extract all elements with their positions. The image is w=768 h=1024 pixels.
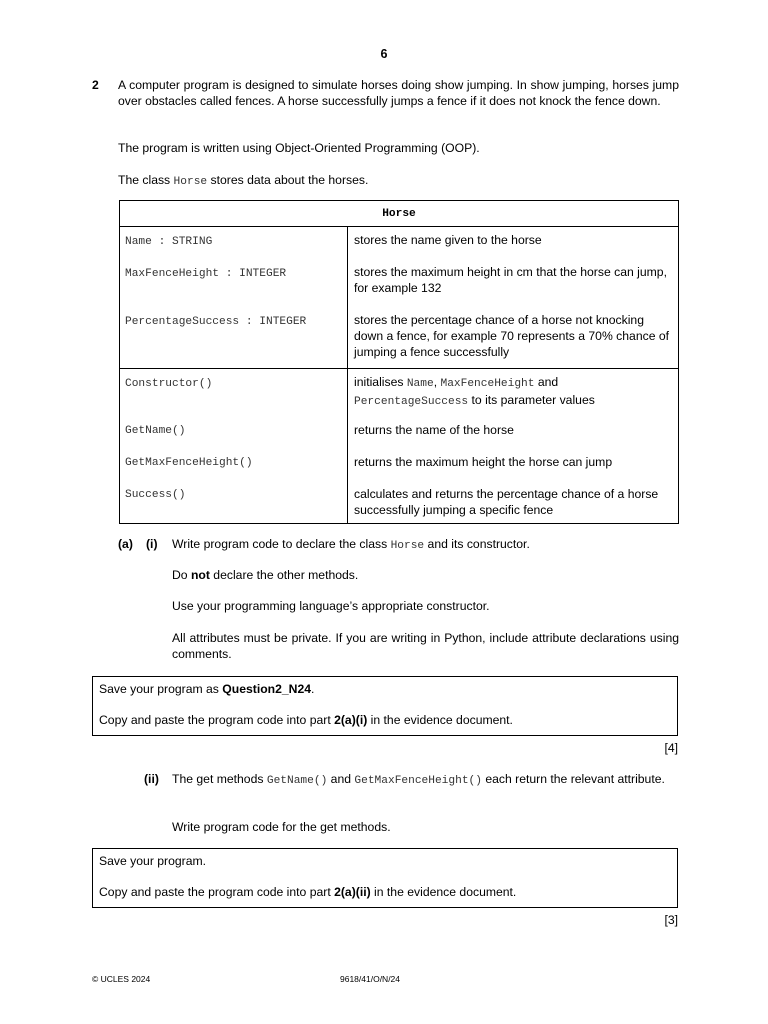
part-a-ii-line2: Write program code for the get methods.	[172, 820, 391, 834]
footer-copyright: © UCLES 2024	[92, 974, 151, 984]
save-instruction-box-2	[92, 848, 678, 908]
part-a-label: (a)	[118, 537, 133, 551]
attribute-desc: stores the name given to the horse	[354, 233, 542, 247]
oop-statement: The program is written using Object-Oriented Programming (OOP).	[118, 141, 480, 155]
class-name-code: Horse	[173, 176, 208, 188]
attribute-desc: stores the maximum height in cm that the horse can jump, for example 132	[354, 265, 667, 295]
method-name: GetMaxFenceHeight()	[125, 457, 253, 469]
part-i-label: (i)	[146, 537, 158, 551]
part-ii-label: (ii)	[144, 772, 159, 786]
method-desc: returns the name of the horse	[354, 423, 514, 437]
part-a-i-line2: Do not declare the other methods.	[172, 568, 359, 582]
attribute-name: MaxFenceHeight : INTEGER	[125, 268, 287, 280]
question-intro: A computer program is designed to simulate horses doing show jumping. In show jumping, horses jump over obstacles called fences. A horse successfully jumps a fence if it does not knock the fence down.	[118, 78, 679, 108]
method-descriptions-column	[348, 369, 679, 524]
method-desc: returns the maximum height the horse can jump	[354, 455, 613, 469]
footer-paper-code: 9618/41/O/N/24	[340, 974, 401, 984]
class-table-title: Horse	[120, 201, 679, 227]
page-number: 6	[380, 47, 388, 61]
methods-column	[120, 369, 348, 524]
class-statement: The class Horse stores data about the horses.	[118, 173, 369, 188]
save-instruction-box-1	[92, 676, 678, 736]
copy-line: Copy and paste the program code into part 2(a)(i) in the evidence document.	[99, 713, 513, 727]
part-a-i-line1: Write program code to declare the class Horse and its constructor.	[172, 537, 530, 552]
save-line: Save your program as Question2_N24.	[99, 682, 315, 696]
attributes-column	[120, 227, 348, 369]
attribute-name: PercentageSuccess : INTEGER	[125, 316, 307, 328]
horse-class-table	[119, 200, 679, 524]
marks-a-i: [4]	[664, 741, 678, 755]
copy-line: Copy and paste the program code into part 2(a)(ii) in the evidence document.	[99, 885, 517, 899]
marks-a-ii: [3]	[664, 913, 678, 927]
part-a-i-line4: All attributes must be private. If you are writing in Python, include attribute declarations using comments.	[172, 631, 679, 661]
part-a-ii-line1: The get methods GetName() and GetMaxFenceHeight() each return the relevant attribute.	[172, 772, 665, 787]
method-name: GetName()	[125, 425, 186, 437]
attribute-descriptions-column	[348, 227, 679, 369]
method-name: Success()	[125, 489, 186, 501]
method-name: Constructor()	[125, 378, 213, 390]
method-desc: initialises Name, MaxFenceHeight and PercentageSuccess to its parameter values	[354, 375, 595, 408]
attribute-name: Name : STRING	[125, 236, 213, 248]
save-line: Save your program.	[99, 854, 207, 868]
question-number: 2	[92, 78, 99, 92]
method-desc: calculates and returns the percentage chance of a horse successfully jumping a specific fence	[354, 487, 659, 517]
attribute-desc: stores the percentage chance of a horse not knocking down a fence, for example 70 represents a 70% chance of jumping a fence successfully	[354, 313, 670, 359]
part-a-i-line3: Use your programming language’s appropriate constructor.	[172, 599, 490, 613]
